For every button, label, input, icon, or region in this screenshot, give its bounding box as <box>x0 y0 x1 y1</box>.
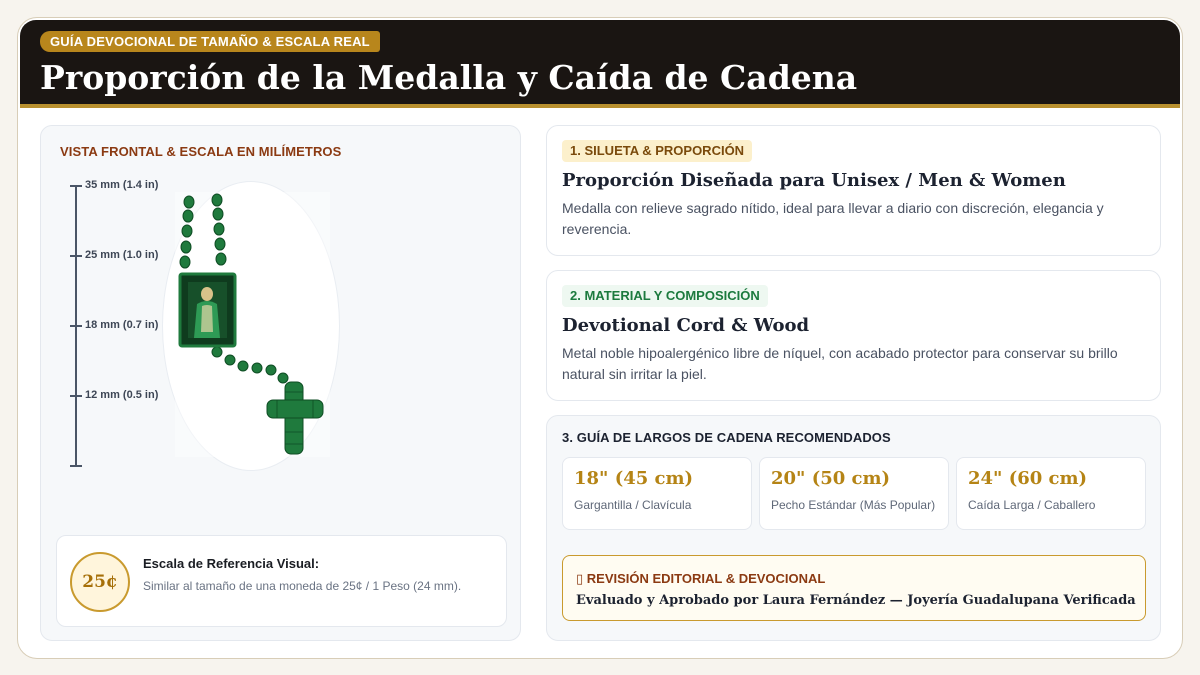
section-title: Proporción Diseñada para Unisex / Men & Women <box>562 170 1066 191</box>
section-proportion <box>546 125 1161 256</box>
length-value: 18" (45 cm) <box>574 468 694 489</box>
section-badge: 2. MATERIAL Y COMPOSICIÓN <box>562 285 768 307</box>
reference-title: Escala de Referencia Visual: <box>143 556 320 571</box>
review-text: Evaluado y Aprobado por Laura Fernández — Joyería Guadalupana Verificada <box>576 593 1136 608</box>
length-option-18[interactable] <box>562 457 752 530</box>
ruler-tick <box>70 255 82 257</box>
section-text: Metal noble hipoalergénico libre de níquel, con acabado protector para conservar su brillo natural sin irritar la piel. <box>562 345 1118 382</box>
reference-scale-box <box>56 535 507 627</box>
reference-text: Similar al tamaño de una moneda de 25¢ / 1 Peso (24 mm). <box>143 579 462 593</box>
section-title: 3. GUÍA DE LARGOS DE CADENA RECOMENDADOS <box>562 430 891 445</box>
length-value: 24" (60 cm) <box>968 468 1088 489</box>
length-option-20[interactable] <box>759 457 949 530</box>
section-title: Devotional Cord & Wood <box>562 315 810 336</box>
scapular-rosary-image <box>175 192 330 457</box>
review-heading: ▯ REVISIÓN EDITORIAL & DEVOCIONAL <box>576 571 826 586</box>
editorial-review-box <box>562 555 1146 621</box>
page-title: Proporción de la Medalla y Caída de Cadena <box>40 58 858 97</box>
header <box>20 20 1180 108</box>
ruler-tick <box>70 325 82 327</box>
ruler-label-25: 25 mm (1.0 in) <box>85 249 159 261</box>
length-label: Gargantilla / Clavícula <box>574 498 692 512</box>
scale-panel <box>40 125 521 641</box>
ruler-label-12: 12 mm (0.5 in) <box>85 389 159 401</box>
ruler-tick <box>70 395 82 397</box>
ruler-label-18: 18 mm (0.7 in) <box>85 319 159 331</box>
product-card <box>17 17 1183 659</box>
length-option-24[interactable] <box>956 457 1146 530</box>
section-material <box>546 270 1161 401</box>
length-value: 20" (50 cm) <box>771 468 891 489</box>
ruler-tick <box>70 185 82 187</box>
section-badge: 1. SILUETA & PROPORCIÓN <box>562 140 752 162</box>
ruler-label-35: 35 mm (1.4 in) <box>85 179 159 191</box>
section-text: Medalla con relieve sagrado nítido, ideal para llevar a diario con discreción, elegancia y reverencia. <box>562 200 1104 237</box>
header-tag: GUÍA DEVOCIONAL DE TAMAÑO & ESCALA REAL <box>40 31 380 52</box>
length-label: Caída Larga / Caballero <box>968 498 1096 512</box>
length-label: Pecho Estándar (Más Popular) <box>771 498 936 512</box>
coin-icon: 25¢ <box>70 552 130 612</box>
scale-panel-title: VISTA FRONTAL & ESCALA EN MILÍMETROS <box>60 144 342 159</box>
ruler-tick <box>70 465 82 467</box>
section-chain-lengths <box>546 415 1161 641</box>
